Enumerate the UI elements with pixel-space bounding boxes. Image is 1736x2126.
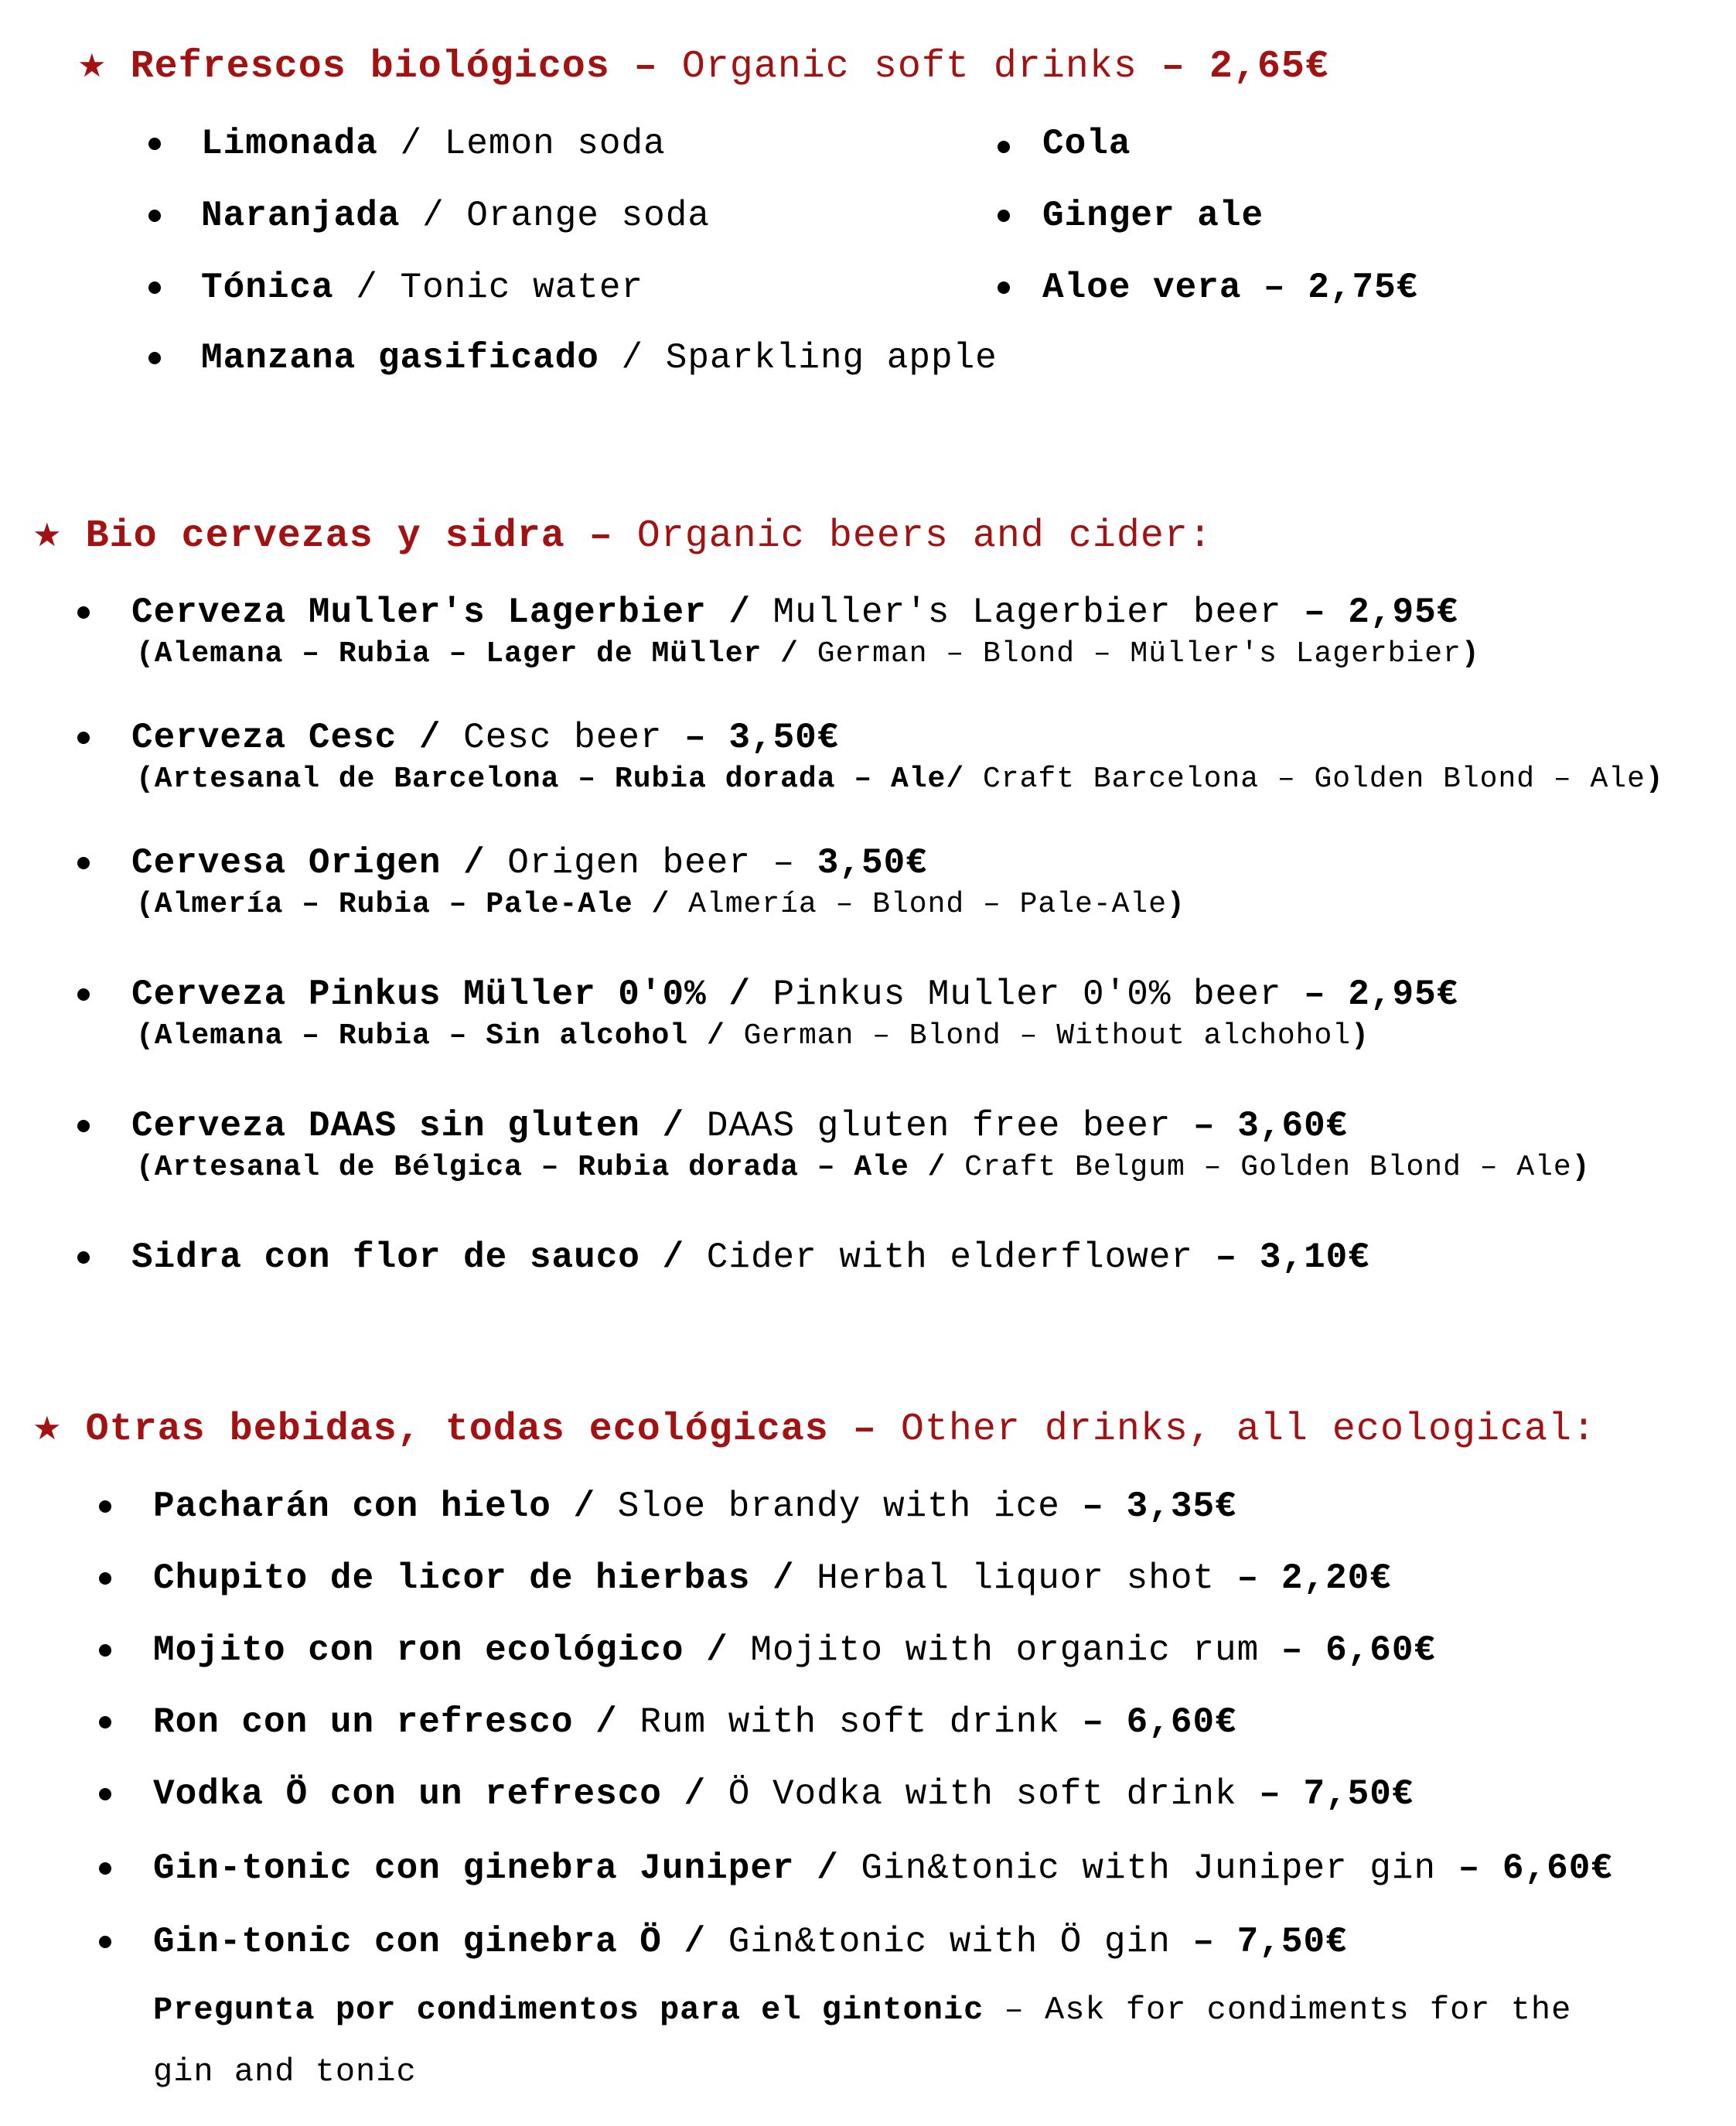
bullet-icon: [998, 141, 1010, 153]
star-icon: ★: [32, 516, 63, 554]
bullet-icon: [148, 352, 161, 364]
list-item: Chupito de licor de hierbas / Herbal liquor shot – 2,20€: [153, 1558, 1392, 1599]
bullet-icon: [77, 857, 90, 869]
list-item: Cerveza DAAS sin gluten / DAAS gluten free beer – 3,60€: [131, 1106, 1349, 1146]
bullet-icon: [77, 1120, 90, 1132]
bullet-icon: [148, 282, 161, 294]
list-item: Tónica / Tonic water: [201, 268, 644, 308]
bullet-icon: [99, 1500, 111, 1513]
list-item: Pacharán con hielo / Sloe brandy with ice – 3,35€: [153, 1486, 1237, 1527]
list-item: Gin-tonic con ginebra Ö / Gin&tonic with Ö gin – 7,50€: [153, 1922, 1348, 1962]
list-item: Ron con un refresco / Rum with soft drink – 6,60€: [153, 1702, 1237, 1742]
list-item: Ginger ale: [1042, 196, 1264, 236]
list-item: Cerveza Muller's Lagerbier / Muller's Lagerbier beer – 2,95€: [131, 592, 1459, 633]
list-item: Gin-tonic con ginebra Juniper / Gin&tonic with Juniper gin – 6,60€: [153, 1848, 1613, 1889]
list-item: Sidra con flor de sauco / Cider with elderflower – 3,10€: [131, 1237, 1370, 1278]
list-item: Aloe vera – 2,75€: [1042, 268, 1419, 308]
bullet-icon: [998, 210, 1010, 222]
bullet-icon: [77, 1251, 90, 1264]
gintonic-note-continued: gin and tonic: [153, 2053, 417, 2090]
list-item: Mojito con ron ecológico / Mojito with organic rum – 6,60€: [153, 1630, 1437, 1670]
list-item: Cervesa Origen / Origen beer – 3,50€: [131, 843, 928, 883]
gintonic-note: Pregunta por condimentos para el gintonic – Ask for condiments for the: [153, 1991, 1572, 2029]
bullet-icon: [77, 988, 90, 1001]
star-icon: ★: [77, 46, 107, 84]
list-item-detail: (Artesanal de Barcelona – Rubia dorada – Ale/ Craft Barcelona – Golden Blond – Ale): [136, 763, 1664, 796]
bullet-icon: [99, 1644, 111, 1657]
list-item-detail: (Artesanal de Bélgica – Rubia dorada – Ale / Craft Belgum – Golden Blond – Ale): [136, 1151, 1591, 1184]
list-item: Cerveza Cesc / Cesc beer – 3,50€: [131, 718, 840, 758]
bullet-icon: [99, 1716, 111, 1728]
list-item: Vodka Ö con un refresco / Ö Vodka with soft drink – 7,50€: [153, 1774, 1414, 1814]
bullet-icon: [148, 210, 161, 222]
list-item-detail: (Alemana – Rubia – Sin alcohol / German – Blond – Without alchohol): [136, 1019, 1369, 1053]
bullet-icon: [77, 732, 90, 744]
bullet-icon: [99, 1788, 111, 1800]
bullet-icon: [148, 138, 161, 150]
list-item: Limonada / Lemon soda: [201, 124, 666, 164]
section-heading-soft-drinks: ★ Refrescos biológicos – Organic soft drinks – 2,65€: [77, 45, 1329, 89]
bullet-icon: [998, 282, 1010, 294]
section-heading-other-drinks: ★ Otras bebidas, todas ecológicas – Other drinks, all ecological:: [32, 1408, 1596, 1452]
list-item-detail: (Alemana – Rubia – Lager de Müller / German – Blond – Müller's Lagerbier): [136, 637, 1480, 671]
list-item: Naranjada / Orange soda: [201, 196, 710, 236]
bullet-icon: [77, 606, 90, 619]
list-item: Manzana gasificado / Sparkling apple: [201, 338, 998, 378]
section-heading-beers: ★ Bio cervezas y sidra – Organic beers and cider:: [32, 514, 1212, 558]
star-icon: ★: [32, 1409, 63, 1447]
bullet-icon: [99, 1862, 111, 1875]
bullet-icon: [99, 1936, 111, 1948]
bullet-icon: [99, 1572, 111, 1585]
list-item-detail: (Almería – Rubia – Pale-Ale / Almería – Blond – Pale-Ale): [136, 888, 1185, 921]
list-item: Cerveza Pinkus Müller 0'0% / Pinkus Muller 0'0% beer – 2,95€: [131, 974, 1459, 1015]
list-item: Cola: [1042, 124, 1131, 164]
